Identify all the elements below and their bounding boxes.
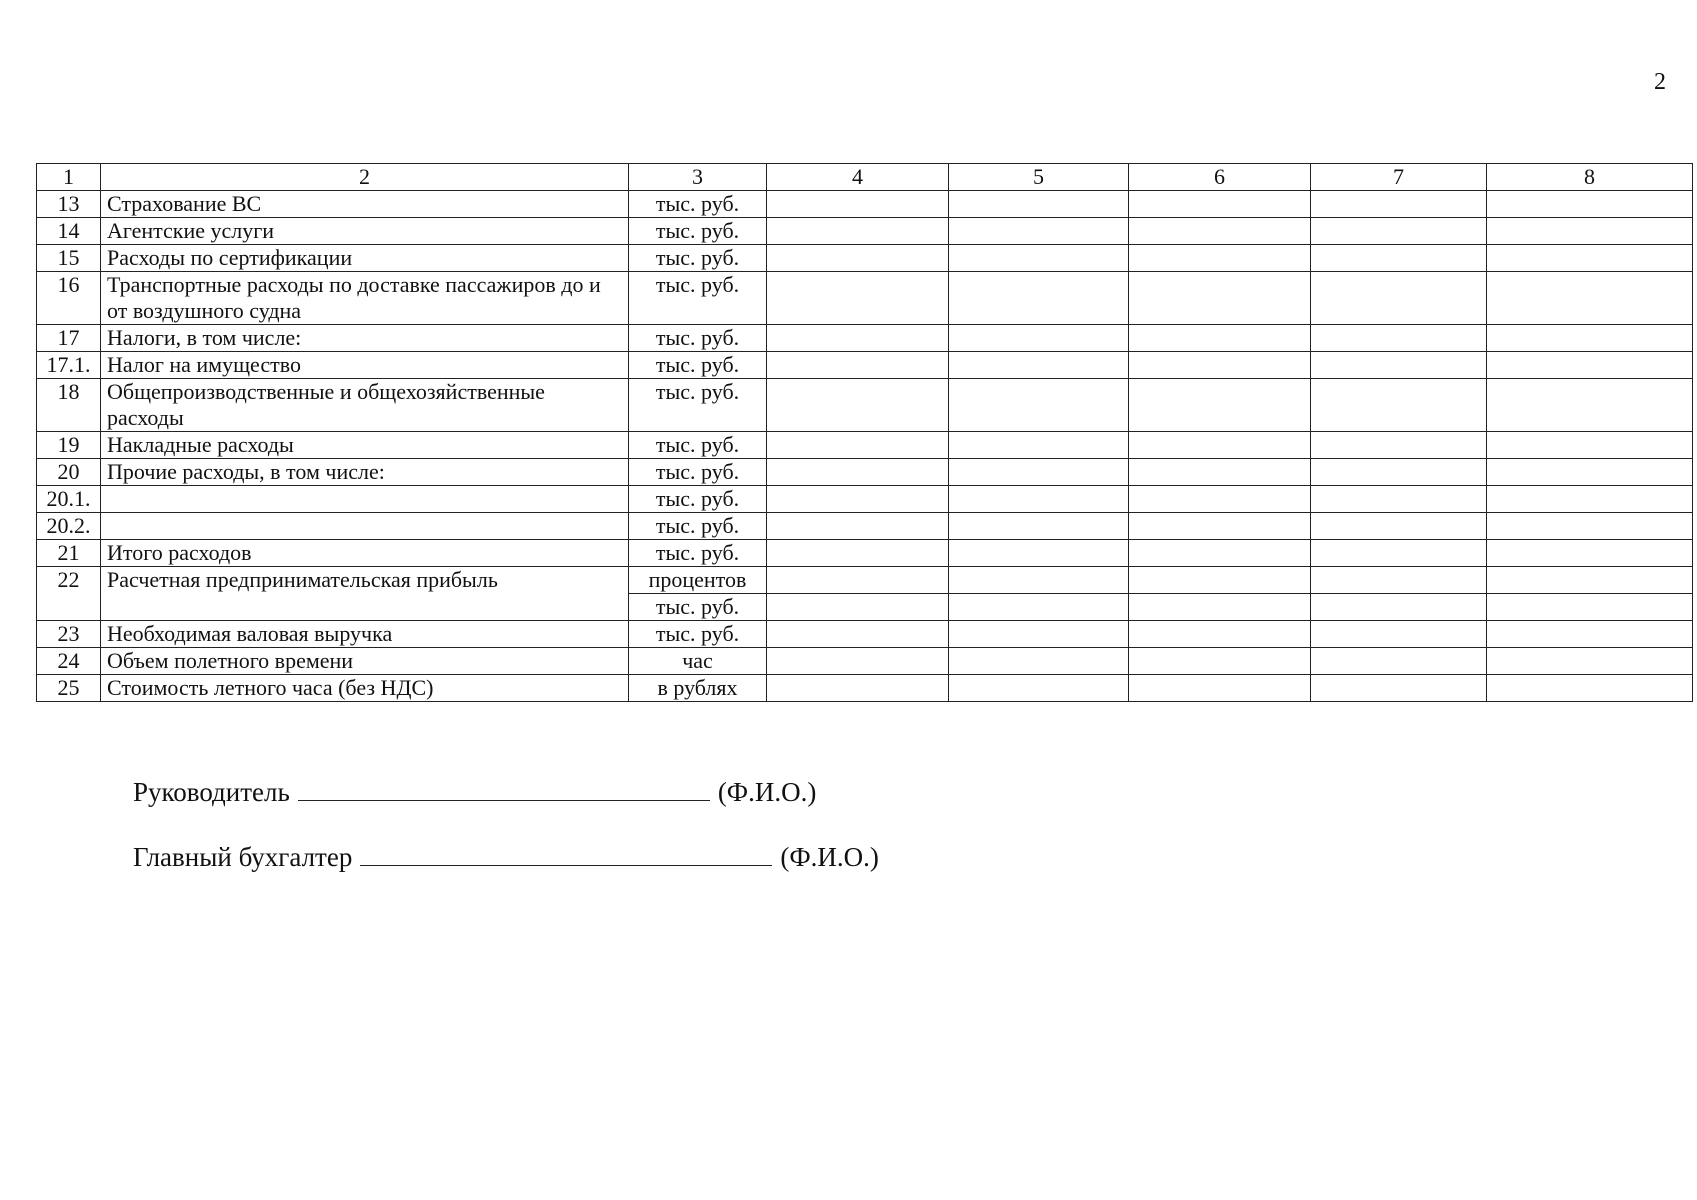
value-cell (1487, 648, 1693, 675)
value-cell (1129, 540, 1311, 567)
row-name: Налог на имущество (101, 352, 629, 379)
value-cell (1487, 272, 1693, 325)
column-header: 7 (1311, 164, 1487, 191)
head-label: Руководитель (133, 777, 290, 807)
table-row (37, 325, 1693, 352)
value-cell (1311, 594, 1487, 621)
table-row (37, 191, 1693, 218)
row-name: Стоимость летного часа (без НДС) (101, 675, 629, 702)
value-cell (949, 191, 1129, 218)
accountant-name-suffix: (Ф.И.О.) (780, 842, 879, 872)
row-name: Необходимая валовая выручка (101, 621, 629, 648)
value-cell (1129, 352, 1311, 379)
row-unit: тыс. руб. (629, 191, 767, 218)
column-header: 2 (101, 164, 629, 191)
value-cell (1311, 486, 1487, 513)
value-cell (767, 486, 949, 513)
table-row (37, 352, 1693, 379)
value-cell (767, 432, 949, 459)
value-cell (1487, 432, 1693, 459)
value-cell (1311, 379, 1487, 432)
value-cell (1129, 272, 1311, 325)
table-row (37, 675, 1693, 702)
head-signature-line (298, 778, 710, 801)
value-cell (1129, 675, 1311, 702)
row-number: 18 (37, 379, 101, 432)
value-cell (1311, 218, 1487, 245)
value-cell (949, 486, 1129, 513)
row-unit: тыс. руб. (629, 272, 767, 325)
row-number: 17 (37, 325, 101, 352)
row-unit: в рублях (629, 675, 767, 702)
value-cell (767, 191, 949, 218)
value-cell (949, 567, 1129, 594)
value-cell (1311, 675, 1487, 702)
value-cell (949, 675, 1129, 702)
value-cell (1129, 379, 1311, 432)
row-unit: тыс. руб. (629, 621, 767, 648)
value-cell (767, 245, 949, 272)
value-cell (949, 245, 1129, 272)
row-name: Агентские услуги (101, 218, 629, 245)
value-cell (1311, 272, 1487, 325)
value-cell (1311, 567, 1487, 594)
row-name: Расчетная предпринимательская прибыль (101, 567, 629, 621)
row-unit: тыс. руб. (629, 379, 767, 432)
value-cell (1311, 648, 1487, 675)
value-cell (949, 272, 1129, 325)
value-cell (1129, 621, 1311, 648)
value-cell (1487, 621, 1693, 648)
value-cell (949, 540, 1129, 567)
value-cell (949, 218, 1129, 245)
head-name-suffix: (Ф.И.О.) (717, 777, 817, 807)
value-cell (1129, 218, 1311, 245)
value-cell (767, 352, 949, 379)
row-name (101, 486, 629, 513)
row-name: Налоги, в том числе: (101, 325, 629, 352)
value-cell (949, 352, 1129, 379)
value-cell (1311, 352, 1487, 379)
value-cell (1129, 459, 1311, 486)
value-cell (1487, 459, 1693, 486)
value-cell (1487, 379, 1693, 432)
row-unit: тыс. руб. (629, 540, 767, 567)
value-cell (1487, 486, 1693, 513)
column-header: 3 (629, 164, 767, 191)
row-number: 25 (37, 675, 101, 702)
row-unit: тыс. руб. (629, 594, 767, 621)
row-number: 20 (37, 459, 101, 486)
table-row (37, 567, 1693, 594)
row-number: 19 (37, 432, 101, 459)
row-name: Итого расходов (101, 540, 629, 567)
value-cell (767, 459, 949, 486)
column-header: 6 (1129, 164, 1311, 191)
value-cell (767, 272, 949, 325)
row-name: Транспортные расходы по доставке пассажиров до и от воздушного судна (101, 272, 629, 325)
table-row (37, 513, 1693, 540)
value-cell (949, 513, 1129, 540)
table-row (37, 459, 1693, 486)
row-name: Объем полетного времени (101, 648, 629, 675)
value-cell (949, 459, 1129, 486)
table-row (37, 540, 1693, 567)
value-cell (767, 513, 949, 540)
value-cell (767, 325, 949, 352)
value-cell (1129, 648, 1311, 675)
table-body (37, 164, 1693, 702)
value-cell (1487, 540, 1693, 567)
signature-head (133, 776, 816, 808)
row-unit: тыс. руб. (629, 432, 767, 459)
value-cell (1487, 325, 1693, 352)
row-name (101, 513, 629, 540)
value-cell (1129, 432, 1311, 459)
row-number: 17.1. (37, 352, 101, 379)
value-cell (1311, 540, 1487, 567)
table-row (37, 272, 1693, 325)
row-number: 20.1. (37, 486, 101, 513)
value-cell (1129, 513, 1311, 540)
row-number: 20.2. (37, 513, 101, 540)
value-cell (1311, 513, 1487, 540)
value-cell (767, 621, 949, 648)
value-cell (767, 567, 949, 594)
value-cell (1129, 567, 1311, 594)
value-cell (1487, 567, 1693, 594)
row-unit: час (629, 648, 767, 675)
value-cell (1129, 191, 1311, 218)
value-cell (949, 648, 1129, 675)
value-cell (1487, 513, 1693, 540)
column-header: 1 (37, 164, 101, 191)
row-unit: процентов (629, 567, 767, 594)
value-cell (1311, 432, 1487, 459)
table-row (37, 218, 1693, 245)
row-number: 13 (37, 191, 101, 218)
table-row (37, 486, 1693, 513)
value-cell (767, 379, 949, 432)
table-row (37, 379, 1693, 432)
value-cell (1129, 594, 1311, 621)
value-cell (1311, 191, 1487, 218)
row-number: 23 (37, 621, 101, 648)
accountant-signature-line (360, 843, 772, 866)
value-cell (949, 432, 1129, 459)
column-header: 4 (767, 164, 949, 191)
value-cell (1311, 621, 1487, 648)
row-number: 15 (37, 245, 101, 272)
value-cell (1129, 325, 1311, 352)
row-unit: тыс. руб. (629, 459, 767, 486)
row-number: 24 (37, 648, 101, 675)
row-unit: тыс. руб. (629, 486, 767, 513)
value-cell (1129, 486, 1311, 513)
page-number: 2 (1654, 69, 1666, 95)
table-header-row (37, 164, 1693, 191)
row-name: Расходы по сертификации (101, 245, 629, 272)
value-cell (949, 621, 1129, 648)
column-header: 8 (1487, 164, 1693, 191)
row-number: 14 (37, 218, 101, 245)
value-cell (1311, 325, 1487, 352)
row-unit: тыс. руб. (629, 513, 767, 540)
value-cell (1487, 352, 1693, 379)
value-cell (1311, 245, 1487, 272)
value-cell (1311, 459, 1487, 486)
row-unit: тыс. руб. (629, 218, 767, 245)
value-cell (767, 218, 949, 245)
table-row (37, 621, 1693, 648)
row-number: 16 (37, 272, 101, 325)
row-number: 22 (37, 567, 101, 621)
value-cell (1487, 245, 1693, 272)
value-cell (1487, 218, 1693, 245)
value-cell (1487, 191, 1693, 218)
row-name: Страхование ВС (101, 191, 629, 218)
row-unit: тыс. руб. (629, 325, 767, 352)
row-name: Накладные расходы (101, 432, 629, 459)
value-cell (1129, 245, 1311, 272)
value-cell (767, 594, 949, 621)
table-row (37, 432, 1693, 459)
row-name: Общепроизводственные и общехозяйственные расходы (101, 379, 629, 432)
value-cell (767, 540, 949, 567)
row-number: 21 (37, 540, 101, 567)
column-header: 5 (949, 164, 1129, 191)
row-unit: тыс. руб. (629, 245, 767, 272)
table-row (37, 245, 1693, 272)
accountant-label: Главный бухгалтер (133, 842, 353, 872)
row-name: Прочие расходы, в том числе: (101, 459, 629, 486)
value-cell (1487, 675, 1693, 702)
signature-accountant (133, 841, 879, 873)
row-unit: тыс. руб. (629, 352, 767, 379)
value-cell (767, 648, 949, 675)
table-row (37, 648, 1693, 675)
cost-table (36, 163, 1693, 702)
value-cell (1487, 594, 1693, 621)
value-cell (767, 675, 949, 702)
value-cell (949, 325, 1129, 352)
value-cell (949, 594, 1129, 621)
value-cell (949, 379, 1129, 432)
